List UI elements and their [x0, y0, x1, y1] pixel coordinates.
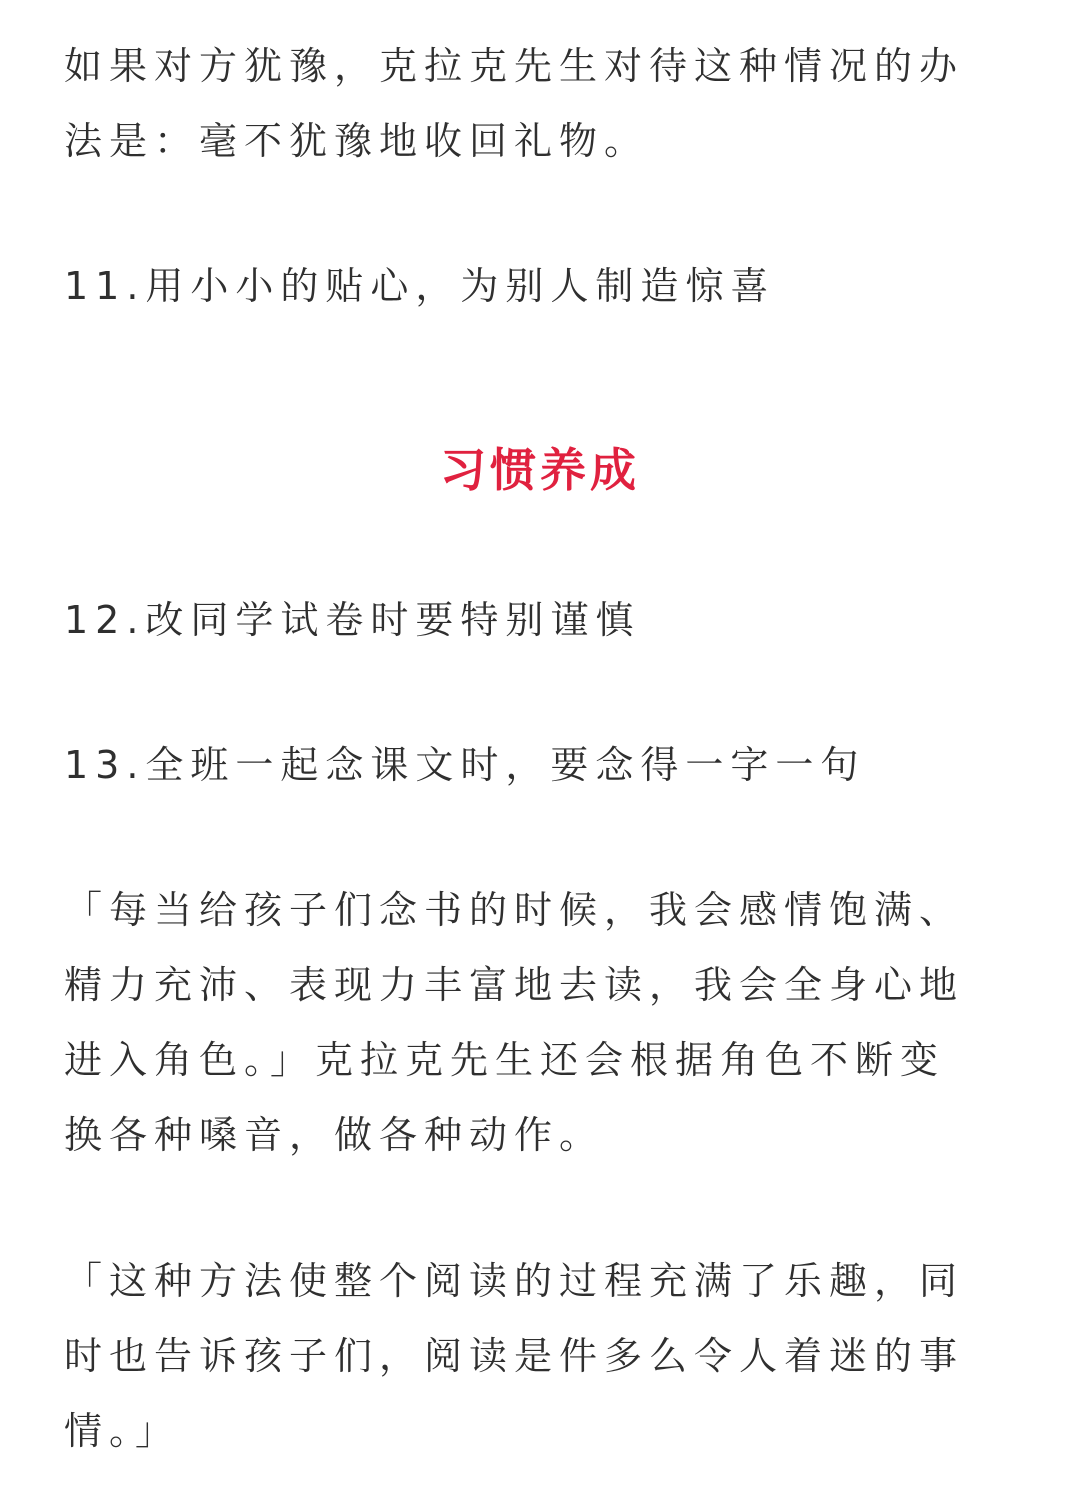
item-13-title: 13.全班一起念课文时，要念得一字一句	[64, 743, 866, 787]
para1-line2: 法是：毫不犹豫地收回礼物。	[64, 119, 650, 163]
para1-line1: 如果对方犹豫，克拉克先生对待这种情况的办	[64, 44, 965, 88]
quote2-line3: 情。」	[64, 1409, 181, 1453]
section-heading: 习惯养成	[440, 443, 640, 497]
item-11-title: 11.用小小的贴心，为别人制造惊喜	[64, 264, 776, 308]
quote2-line2: 时也告诉孩子们，阅读是件多么令人着迷的事	[64, 1334, 965, 1378]
quote1-line4: 换各种嗓音，做各种动作。	[64, 1113, 605, 1157]
quote1-line1: 「每当给孩子们念书的时候，我会感情饱满、	[64, 888, 965, 932]
quote2-line1: 「这种方法使整个阅读的过程充满了乐趣，同	[64, 1259, 965, 1303]
quote1-line2: 精力充沛、表现力丰富地去读，我会全身心地	[64, 963, 965, 1007]
quote1-line3: 进入角色。」克拉克先生还会根据角色不断变	[64, 1038, 946, 1082]
item-12-title: 12.改同学试卷时要特别谨慎	[64, 598, 641, 642]
